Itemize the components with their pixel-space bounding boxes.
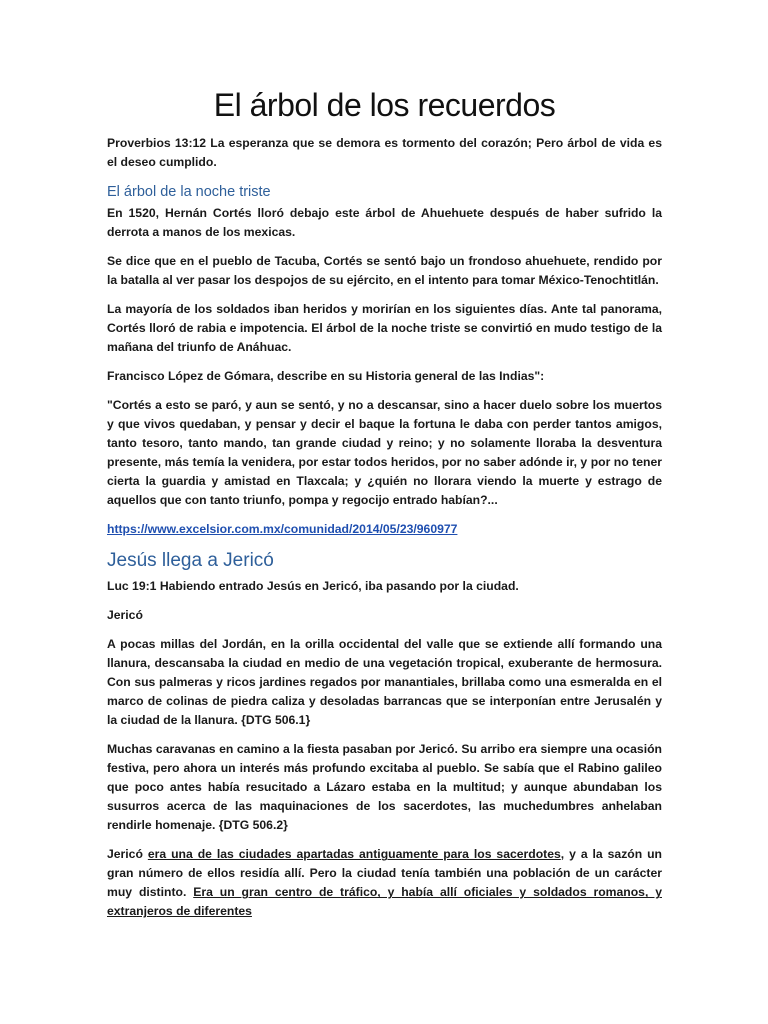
paragraph-1520: En 1520, Hernán Cortés lloró debajo este árbol de Ahuehuete después de haber sufrido la derrota a manos de los mexicas. — [107, 206, 662, 240]
section-heading-jerico: Jesús llega a Jericó — [107, 550, 274, 572]
section-heading-noche-triste: El árbol de la noche triste — [107, 184, 271, 201]
source-link[interactable]: https://www.excelsior.com.mx/comunidad/2014/05/23/960977 — [107, 522, 458, 537]
paragraph-soldados: La mayoría de los soldados iban heridos y morirían en los siguientes días. Ante tal panorama, Cortés lloró de rabia e impotencia. El árbol de la noche triste se convirtió en mudo testigo de la mañana del triunfo de Anáhuac. — [107, 302, 662, 355]
paragraph-luc: Luc 19:1 Habiendo entrado Jesús en Jericó, iba pasando por la ciudad. — [107, 579, 519, 594]
document-body — [107, 86, 662, 931]
paragraph-link — [107, 520, 662, 539]
paragraph-jordan: A pocas millas del Jordán, en la orilla occidental del valle que se extiende allí formando una llanura, descansaba la ciudad en medio de una vegetación tropical, exuberante de hermosura. Con sus palmeras y ricos jardines regados por manantiales, brillaba como una esmeralda en el marco de colinas de piedra caliza y desoladas barrancas que se interponían entre Jerusalén y la ciudad de la llanura. {DTG 506.1} — [107, 637, 662, 728]
paragraph-jerico-label: Jericó — [107, 608, 143, 623]
paragraph-gomara: Francisco López de Gómara, describe en su Historia general de las Indias": — [107, 369, 545, 384]
paragraph-proverbios — [107, 134, 662, 172]
underlined-text-trafico: Era un gran centro de tráfico, y había allí oficiales y soldados romanos, y extranjeros de diferentes — [107, 885, 662, 919]
paragraph-tacuba: Se dice que en el pueblo de Tacuba, Cortés se sentó bajo un frondoso ahuehuete, rendido por la batalla al ver pasar los despojos de su ejército, en el intento para tomar México-Tenochtitlán. — [107, 254, 662, 288]
text-jerico: Jericó — [107, 847, 148, 862]
paragraph-caravanas: Muchas caravanas en camino a la fiesta pasaban por Jericó. Su arribo era siempre una ocasión festiva, pero ahora un interés más profundo excitaba al pueblo. Se sabía que el Rabino galileo que poco antes había resucitado a Lázaro estaba en la multitud; y aunque abundaban los susurros acerca de las maquinaciones de los sacerdotes, las muchedumbres anhelaban rendirle homenaje. {DTG 506.2} — [107, 742, 662, 833]
paragraph-sacerdotes — [107, 845, 662, 921]
verse-reference: Proverbios 13:12 — [107, 136, 207, 151]
text-sazon: , y a la sazón un gran número de ellos residía allí. Pero la ciudad tenía también una población de un carácter muy distinto. — [107, 847, 663, 900]
paragraph-quote: "Cortés a esto se paró, y aun se sentó, y no a descansar, sino a hacer duelo sobre los muertos y que vivos quedaban, y pensar y decir el baque la fortuna le daba con perder tantos amigos, tanto tesoro, tanto mando, tan grande ciudad y reino; y no solamente lloraba la desventura presente, más temía la venidera, por estar todos heridos, por no saber adónde ir, y por no tener cierta la guardia y amistad en Tlaxcala; y ¿quién no llorara viendo la muerte y estrago de aquellos que con tanto triunfo, pompa y regocijo entrado habían?... — [107, 398, 662, 508]
verse-text: La esperanza que se demora es tormento del corazón; Pero árbol de vida es el deseo cumplido. — [107, 136, 662, 170]
underlined-text-ciudades: era una de las ciudades apartadas antiguamente para los sacerdotes — [147, 847, 561, 862]
page-title: El árbol de los recuerdos — [213, 87, 556, 123]
